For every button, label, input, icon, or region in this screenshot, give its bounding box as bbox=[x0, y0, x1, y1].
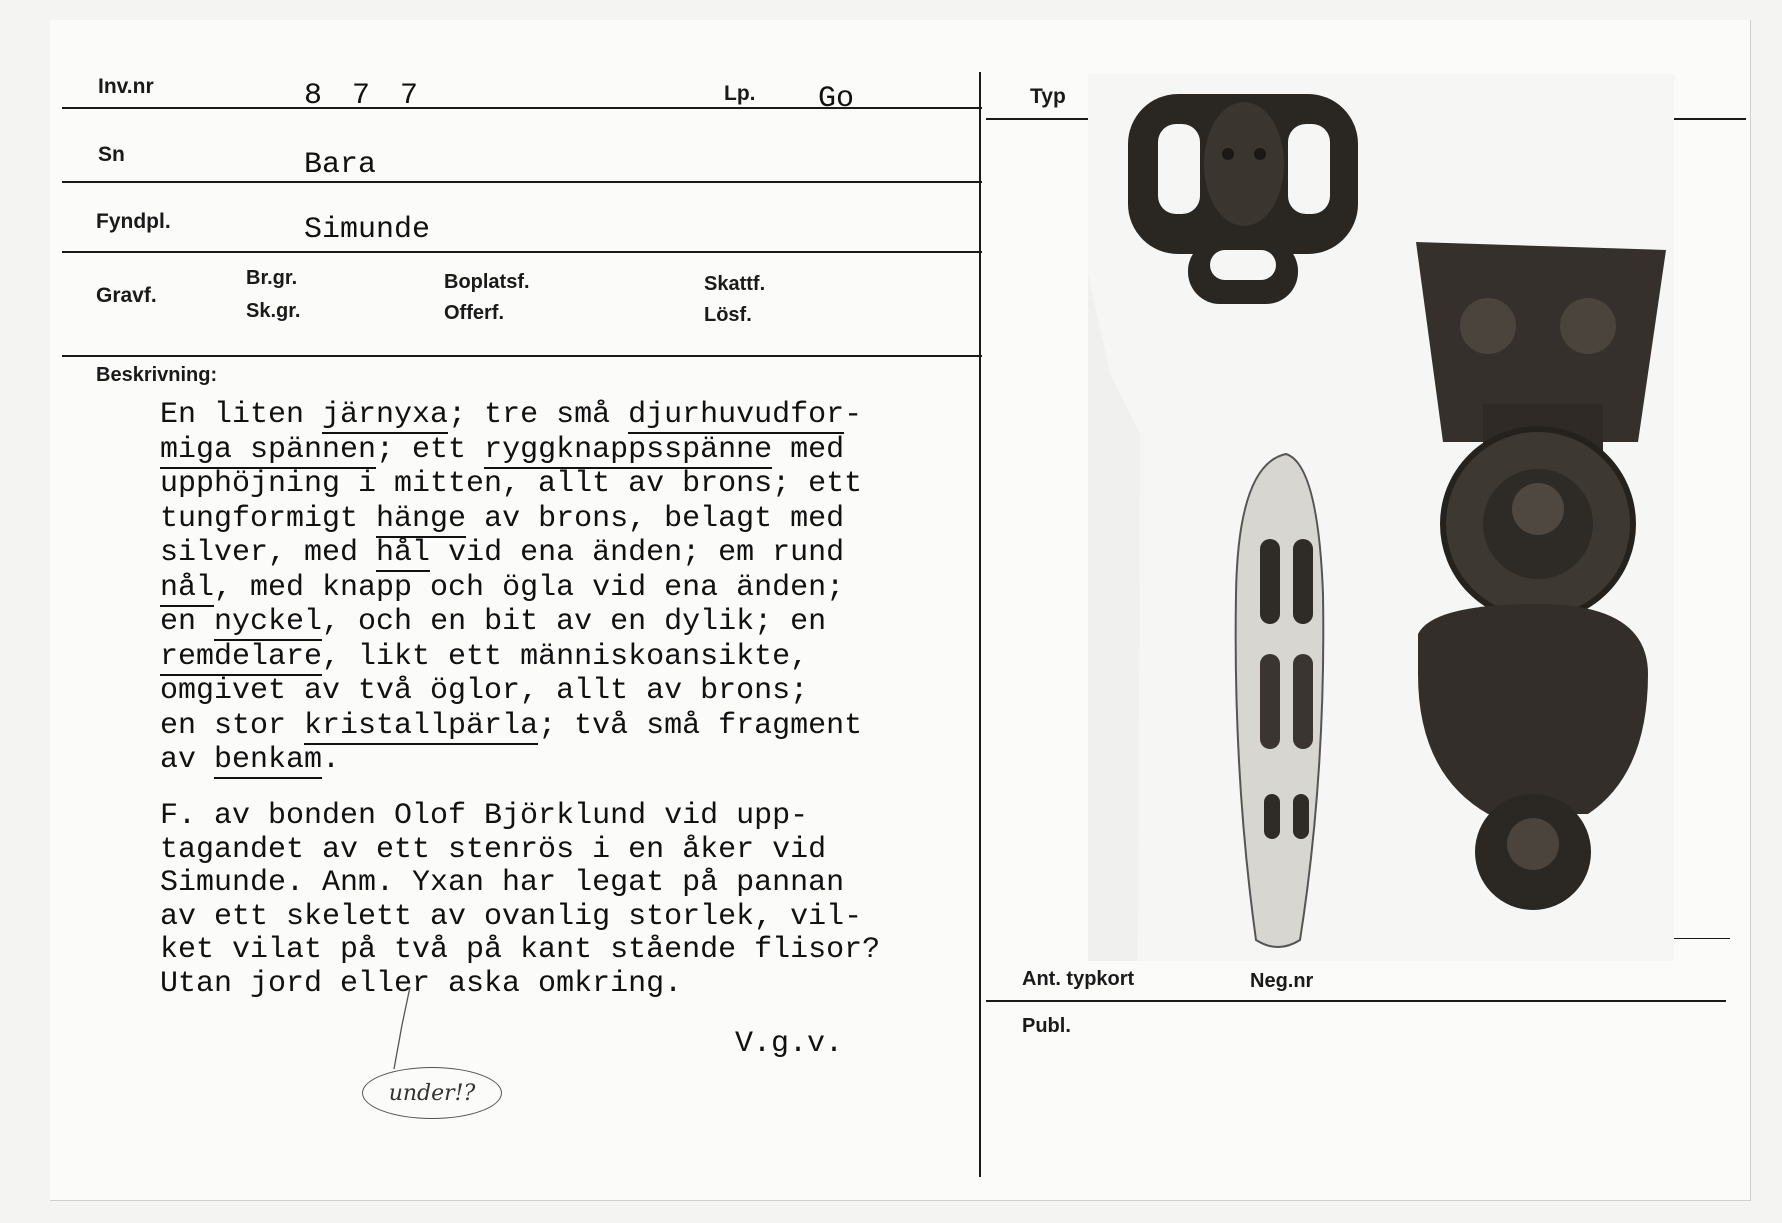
gravf-label: Gravf. bbox=[96, 284, 157, 307]
description-segment: , likt ett människoansikte, bbox=[322, 639, 809, 674]
description-segment: ; tre små bbox=[448, 398, 629, 432]
publ-label: Publ. bbox=[1022, 1015, 1071, 1037]
note-line: tagandet av ett stenrös i en åker vid bbox=[160, 832, 827, 867]
fyndpl-value: Simunde bbox=[304, 213, 431, 247]
description-line bbox=[160, 674, 862, 709]
underlined-term: kristallpärla bbox=[304, 708, 539, 743]
underlined-term: remdelare bbox=[160, 639, 323, 674]
underlined-term: ryggknappsspänne bbox=[484, 432, 773, 467]
note-line: F. av bonden Olof Björklund vid upp- bbox=[160, 799, 809, 833]
artifact-photo bbox=[1088, 74, 1674, 961]
description-segment: en bbox=[160, 605, 215, 639]
description-segment: vid ena änden; em rund bbox=[430, 536, 845, 570]
description-segment: En liten bbox=[160, 398, 323, 432]
underlined-term: järnyxa bbox=[322, 398, 449, 432]
find-note bbox=[160, 800, 880, 1001]
boplatsf-label: Boplatsf. bbox=[444, 271, 530, 293]
rule-ant bbox=[986, 1000, 1726, 1002]
description-segment: upphöjning i mitten, allt av brons; ett bbox=[160, 467, 863, 501]
column-divider bbox=[979, 72, 981, 1177]
note-line: Simunde. Anm. Yxan har legat på pannan bbox=[160, 866, 845, 900]
description-segment: silver, med bbox=[160, 536, 377, 570]
description-segment: . bbox=[322, 743, 341, 777]
rule-gravf bbox=[62, 355, 982, 357]
inv-label: Inv.nr bbox=[98, 75, 154, 98]
brgr-label: Br.gr. bbox=[246, 267, 298, 289]
description-line bbox=[160, 605, 862, 640]
underlined-term: hål bbox=[376, 536, 431, 570]
note-line: ket vilat på två på kant stående flisor? bbox=[160, 933, 881, 967]
underlined-term: djurhuvudfor bbox=[628, 398, 845, 432]
silver-pendant bbox=[1236, 454, 1324, 947]
description-segment: en stor bbox=[160, 708, 305, 743]
sn-label: Sn bbox=[98, 143, 125, 166]
offerf-label: Offerf. bbox=[444, 302, 504, 324]
ant-typkort-label: Ant. typkort bbox=[1022, 968, 1135, 990]
skattf-label: Skattf. bbox=[704, 273, 766, 295]
description-text bbox=[160, 398, 862, 778]
description-line bbox=[160, 709, 862, 744]
description-line bbox=[160, 640, 862, 675]
description-segment: omgivet av två öglor, allt av brons; bbox=[160, 674, 809, 708]
description-line bbox=[160, 398, 862, 433]
negnr-label: Neg.nr bbox=[1250, 970, 1314, 992]
beskrivning-label: Beskrivning: bbox=[96, 364, 218, 386]
description-line bbox=[160, 502, 862, 537]
note-line: Utan jord eller aska omkring. bbox=[160, 966, 683, 1001]
note-line: av ett skelett av ovanlig storlek, vil- bbox=[160, 899, 863, 934]
underlined-term: benkam bbox=[214, 743, 323, 777]
underlined-term: hänge bbox=[376, 501, 467, 536]
losf-label: Lösf. bbox=[704, 304, 752, 326]
fyndpl-label: Fyndpl. bbox=[96, 210, 171, 233]
underlined-term: miga spännen bbox=[160, 432, 377, 467]
description-line bbox=[160, 433, 862, 468]
description-line bbox=[160, 743, 862, 778]
description-segment: av bbox=[160, 743, 215, 777]
description-line bbox=[160, 571, 862, 606]
description-line bbox=[160, 536, 862, 571]
description-line bbox=[160, 467, 862, 502]
handwritten-note: under!? bbox=[362, 1067, 502, 1119]
description-segment: , och en bit av en dylik; en bbox=[322, 605, 827, 639]
description-segment: ; ett bbox=[376, 432, 485, 467]
sn-value: Bara bbox=[304, 148, 377, 182]
description-segment: av brons, belagt med bbox=[466, 501, 845, 536]
rule-sn bbox=[62, 181, 982, 183]
typ-label: Typ bbox=[1030, 85, 1066, 108]
underlined-term: nyckel bbox=[214, 605, 323, 639]
skgr-label: Sk.gr. bbox=[246, 300, 301, 322]
lp-label: Lp. bbox=[724, 82, 756, 105]
description-segment: med bbox=[772, 432, 845, 467]
description-segment: - bbox=[844, 398, 863, 432]
underlined-term: nål bbox=[160, 570, 215, 605]
description-segment: tungformigt bbox=[160, 501, 377, 536]
lp-value: Go bbox=[818, 82, 855, 116]
description-segment: , med knapp och ögla vid ena änden; bbox=[214, 570, 845, 605]
signature: V.g.v. bbox=[735, 1027, 844, 1061]
description-segment: ; två små fragment bbox=[538, 708, 863, 743]
inv-value: 8 7 7 bbox=[304, 79, 425, 113]
rule-fyndpl bbox=[62, 251, 982, 253]
pencil-mark bbox=[380, 985, 420, 1075]
